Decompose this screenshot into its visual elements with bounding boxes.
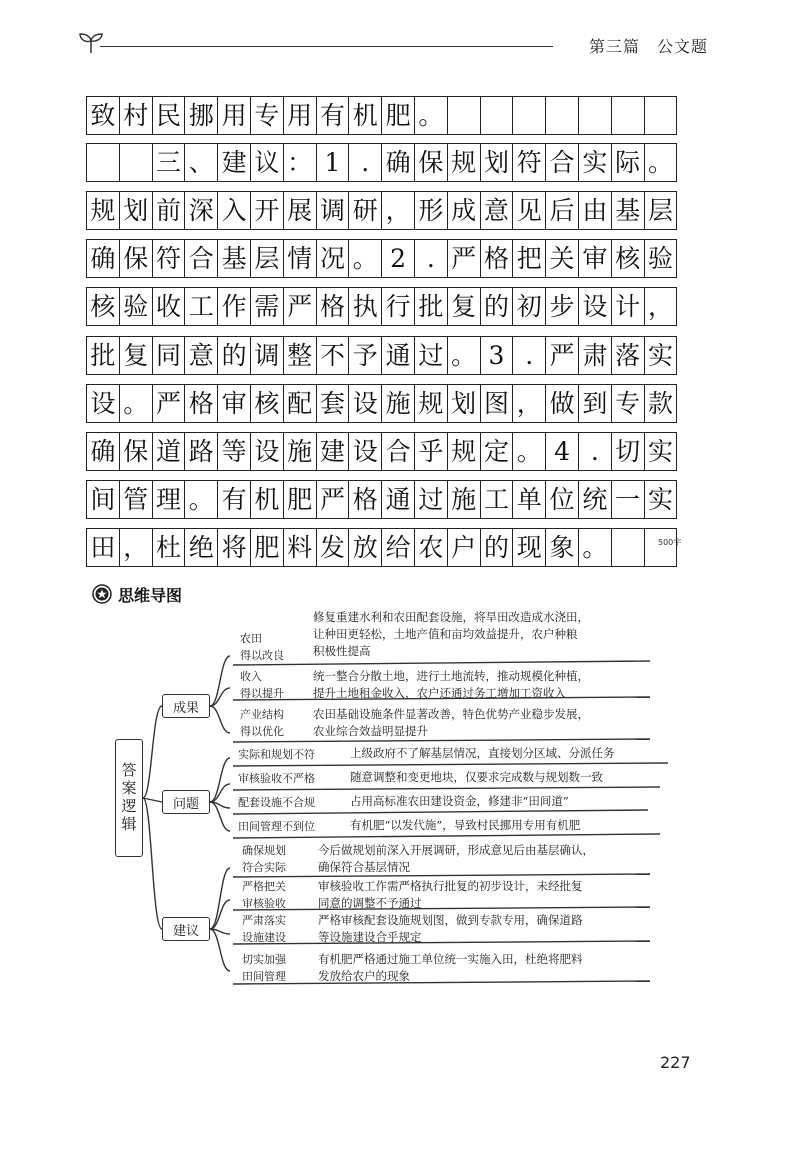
grid-cell: 复 [120,337,153,374]
grid-cell: 通 [382,337,415,374]
grid-cell: 用 [218,97,251,134]
grid-cell: 位 [546,481,579,518]
grid-cell: 初 [513,288,546,325]
grid-cell: 见 [513,192,546,229]
grid-cell: 单 [513,481,546,518]
grid-cell: 验 [645,240,678,277]
grid-cell: 路 [185,433,218,470]
grid-cell: 设 [87,385,120,422]
grid-cell: 通 [382,481,415,518]
grid-cell: 放 [349,529,382,566]
grid-cell: 4 [546,433,579,470]
grid-cell: 有 [218,481,251,518]
detail-industry-optimized: 农田基础设施条件显著改善，特色优势产业稳步发展， 农业综合效益明显提升 [313,707,589,738]
grid-cell: 关 [546,240,579,277]
grid-cell: 划 [448,385,481,422]
grid-cell: 核 [87,288,120,325]
grid-cell: 议 [251,144,284,181]
grid-cell: 乎 [415,433,448,470]
grid-cell: 整 [284,337,317,374]
branch-suggestions: 建议 [162,917,210,941]
grid-cell: 落 [612,337,645,374]
grid-cell: 肥 [284,481,317,518]
grid-cell: 情 [284,240,317,277]
grid-cell: 。 [513,433,546,470]
grid-cell: 展 [284,192,317,229]
mindmap-root: 答案逻辑 [115,739,143,857]
grid-cell: 设 [251,433,284,470]
grid-cell: 保 [120,433,153,470]
grid-cell: 前 [153,192,186,229]
grid-cell: 格 [481,240,514,277]
grid-cell: ， [513,385,546,422]
topic-income-raised: 收入 得以提升 [240,670,284,700]
grid-cell: 批 [415,288,448,325]
grid-cell: 后 [546,192,579,229]
grid-cell: 。 [349,240,382,277]
grid-cell: 施 [284,433,317,470]
grid-cell: 2 [382,240,415,277]
grid-cell: 设 [349,433,382,470]
detail-facility-noncompliant: 占用高标准农田建设资金，修建非“田间道” [350,794,569,808]
grid-cell: 的 [218,337,251,374]
grid-cell: 严 [284,288,317,325]
grid-cell: 审 [218,385,251,422]
grid-cell: 开 [251,192,284,229]
grid-cell: 意 [481,192,514,229]
grid-cell: 的 [481,529,514,566]
grid-cell: 确 [382,144,415,181]
grid-cell: 符 [153,240,186,277]
grid-cell: 等 [218,433,251,470]
branch-problems: 问题 [162,790,210,814]
grid-cell: 严 [448,240,481,277]
grid-cell: 杜 [153,529,186,566]
grid-cell: 机 [349,97,382,134]
grid-cell: . [415,240,448,277]
topic-field-mgmt: 田间管理不到位 [238,820,315,833]
grid-cell: ， [382,192,415,229]
grid-cell: 规 [448,144,481,181]
grid-cell: 肥 [251,529,284,566]
grid-cell: . [513,337,546,374]
grid-cell: 肃 [579,337,612,374]
grid-cell: 建 [218,144,251,181]
grid-cell: 过 [415,481,448,518]
grid-cell: 有 [317,97,350,134]
branch-results: 成果 [162,694,210,718]
topic-strict-audit: 严格把关 审核验收 [242,880,286,910]
grid-cell: 深 [185,192,218,229]
grid-cell: 格 [185,385,218,422]
topic-ensure-plan: 确保规划 符合实际 [242,844,286,874]
grid-cell: 户 [448,529,481,566]
grid-cell: 步 [546,288,579,325]
grid-cell: 收 [153,288,186,325]
grid-cell: 实 [645,481,678,518]
grid-cell: 三 [153,144,186,181]
grid-cell: 复 [448,288,481,325]
grid-cell: 基 [218,240,251,277]
grid-cell: 层 [251,240,284,277]
grid-cell: 到 [579,385,612,422]
grid-cell: . [579,433,612,470]
grid-cell: 现 [513,529,546,566]
grid-cell: 民 [153,97,186,134]
grid-cell: 作 [218,288,251,325]
grid-cell: 执 [349,288,382,325]
grid-cell: 实 [645,433,678,470]
grid-cell: 际 [612,144,645,181]
grid-cell: 格 [349,481,382,518]
grid-cell: 保 [120,240,153,277]
grid-cell: 建 [317,433,350,470]
grid-cell: 入 [218,192,251,229]
grid-cell: 核 [251,385,284,422]
grid-cell: 规 [415,385,448,422]
page-number: 227 [660,1053,691,1072]
grid-cell: 需 [251,288,284,325]
section-title: 第三篇 公文题 [588,37,708,56]
grid-cell: 设 [349,385,382,422]
grid-cell: 严 [317,481,350,518]
grid-cell: 用 [284,97,317,134]
grid-cell: 划 [120,192,153,229]
grid-cell: 绝 [185,529,218,566]
detail-field-management: 有机肥严格通过施工单位统一实施入田，杜绝将肥料 发放给农户的现象 [318,952,583,983]
grid-cell: 由 [579,192,612,229]
detail-farmland-improved: 修复重建水利和农田配套设施，将旱田改造成水浇田， 让种田更轻松，土地产值和亩均效益提升，农户种粮 积极性提高 [313,610,589,658]
grid-cell: 给 [382,529,415,566]
grid-cell: . [349,144,382,181]
grid-cell: 严 [546,337,579,374]
grid-cell: 定 [481,433,514,470]
grid-cell: 配 [284,385,317,422]
grid-cell: 符 [513,144,546,181]
grid-cell: 同 [153,337,186,374]
grid-cell: 。 [448,337,481,374]
grid-cell: 款 [645,385,678,422]
grid-cell: 格 [317,288,350,325]
topic-plan-mismatch: 实际和规划不符 [238,748,315,761]
grid-cell: 合 [185,240,218,277]
topic-farmland-improved: 农田 得以改良 [240,632,284,662]
grid-cell: 实 [645,337,678,374]
grid-cell: ， [120,529,153,566]
detail-ensure-plan: 今后做规划前深入开展调研，形成意见后由基层确认， 确保符合基层情况 [318,843,594,874]
grid-cell: 致 [87,97,120,134]
grid-cell: 道 [153,433,186,470]
grid-cell: 挪 [185,97,218,134]
grid-cell: 不 [317,337,350,374]
grid-cell: 1 [317,144,350,181]
grid-cell: 研 [349,192,382,229]
grid-cell: 、 [185,144,218,181]
grid-cell: 合 [546,144,579,181]
grid-cell: 。 [185,481,218,518]
detail-strict-audit: 审核验收工作需严格执行批复的初步设计，未经批复 同意的调整不予通过 [318,879,583,910]
grid-cell: 规 [87,192,120,229]
topic-field-management: 切实加强 田间管理 [242,953,286,983]
grid-cell: 。 [415,97,448,134]
detail-audit-lax: 随意调整和变更地块，仅要求完成数与规划数一致 [350,770,603,784]
grid-cell: 象 [546,529,579,566]
grid-cell: 实 [579,144,612,181]
grid-cell: 基 [612,192,645,229]
grid-cell: 审 [579,240,612,277]
grid-cell: 施 [382,385,415,422]
detail-plan-mismatch: 上级政府不了解基层情况，直接划分区域、分派任务 [350,746,615,760]
grid-cell: 。 [645,144,678,181]
grid-cell: 。 [120,385,153,422]
grid-cell: ， [645,288,678,325]
grid-cell: 批 [87,337,120,374]
grid-cell: 核 [612,240,645,277]
grid-cell: 过 [415,337,448,374]
word-count: 500字 [658,538,682,547]
grid-cell: 规 [448,433,481,470]
grid-cell: 专 [251,97,284,134]
detail-income-raised: 统一整合分散土地，进行土地流转，推动规模化种植， 提升土地租金收入，农户还通过务工增加工资收入 [313,669,589,700]
grid-cell: 3 [481,337,514,374]
detail-implement-facilities: 严格审核配套设施规划图，做到专款专用，确保道路 等设施建设合乎规定 [318,913,583,944]
grid-cell: 套 [317,385,350,422]
detail-field-mgmt: 有机肥“以发代施”，导致村民挪用专用有机肥 [350,818,581,832]
grid-cell: 肥 [382,97,415,134]
grid-cell: 成 [448,192,481,229]
grid-cell: 确 [87,433,120,470]
grid-cell: 机 [251,481,284,518]
grid-cell: 一 [612,481,645,518]
topic-industry-optimized: 产业结构 得以优化 [240,708,284,738]
grid-cell: 行 [382,288,415,325]
grid-cell: 计 [612,288,645,325]
grid-cell: 发 [317,529,350,566]
grid-cell: 况 [317,240,350,277]
grid-cell: 料 [284,529,317,566]
grid-cell: 施 [448,481,481,518]
grid-cell: 。 [579,529,612,566]
topic-facility-noncompliant: 配套设施不合规 [238,796,315,809]
grid-cell: 调 [317,192,350,229]
grid-cell: ： [284,144,317,181]
grid-cell: 间 [87,481,120,518]
grid-cell: 予 [349,337,382,374]
grid-cell: 保 [415,144,448,181]
grid-cell: 做 [546,385,579,422]
grid-cell: 农 [415,529,448,566]
grid-cell: 把 [513,240,546,277]
grid-cell: 严 [153,385,186,422]
topic-audit-lax: 审核验收不严格 [238,772,315,785]
grid-cell: 专 [612,385,645,422]
grid-cell: 管 [120,481,153,518]
grid-cell: 调 [251,337,284,374]
grid-cell: 层 [645,192,678,229]
grid-cell: 验 [120,288,153,325]
grid-cell: 意 [185,337,218,374]
grid-cell: 形 [415,192,448,229]
grid-cell: 村 [120,97,153,134]
grid-cell: 的 [481,288,514,325]
topic-implement-facilities: 严肃落实 设施建设 [242,914,286,944]
grid-cell: 统 [579,481,612,518]
mindmap-title: 思维导图 [118,585,183,605]
grid-cell: 工 [481,481,514,518]
grid-cell: 理 [153,481,186,518]
grid-cell: 划 [481,144,514,181]
grid-cell: 切 [612,433,645,470]
grid-cell: 工 [185,288,218,325]
grid-cell: 设 [579,288,612,325]
grid-cell: 图 [481,385,514,422]
grid-cell: 合 [382,433,415,470]
grid-cell: 将 [218,529,251,566]
grid-cell: 田 [87,529,120,566]
grid-cell: 确 [87,240,120,277]
